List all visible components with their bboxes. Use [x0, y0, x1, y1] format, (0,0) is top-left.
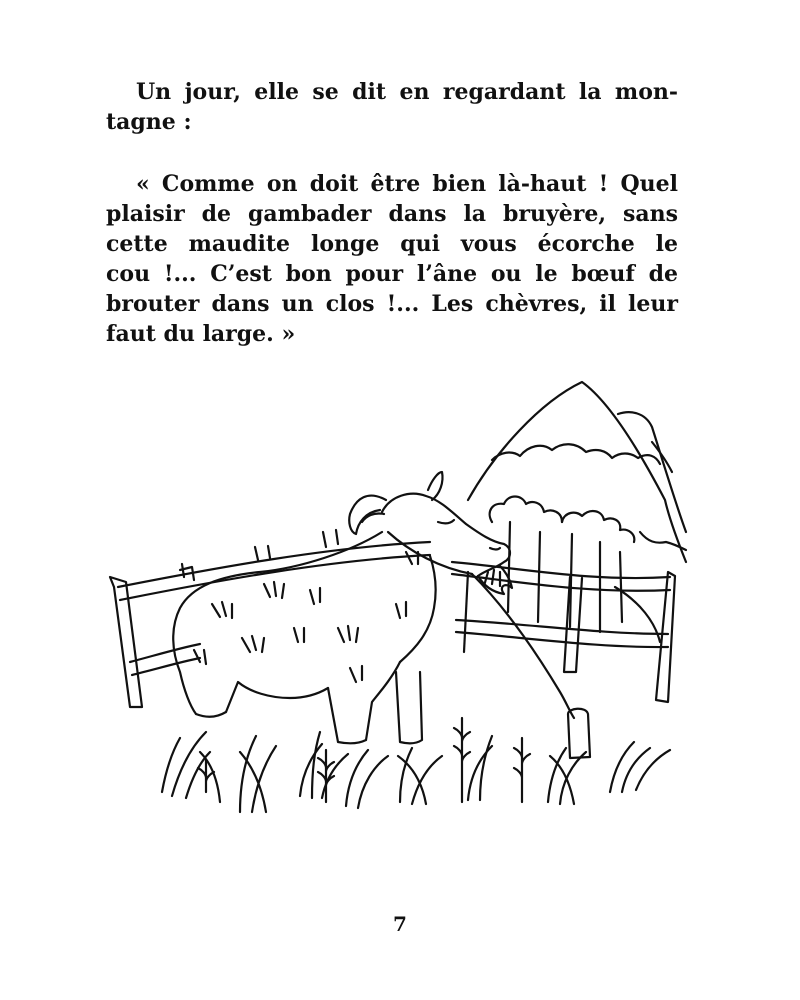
text-line: cou !... C’est bon pour l’âne ou le bœuf de [106, 261, 678, 287]
text-line: plaisir de gambader dans la bruyère, sans [106, 201, 678, 227]
text-line: Un jour, elle se dit en regardant la mon- [136, 79, 678, 105]
text-line: faut du large. » [106, 321, 296, 347]
fence-drawing [110, 530, 675, 707]
paragraph-intro [106, 77, 678, 137]
text-line: tagne : [106, 109, 192, 135]
text-line: « Comme on doit être bien là-haut ! Quel [136, 171, 678, 197]
paragraph-quote [106, 169, 678, 349]
goat-illustration [100, 372, 700, 842]
text-line: cette maudite longe qui vous écorche le [106, 231, 678, 257]
grass-drawing [162, 718, 670, 812]
goat-drawing [173, 472, 590, 758]
bushes-drawing [490, 497, 635, 633]
mountains-drawing [468, 382, 686, 562]
text-line: brouter dans un clos !... Les chèvres, il leur [106, 291, 678, 317]
page-number: 7 [393, 912, 407, 936]
